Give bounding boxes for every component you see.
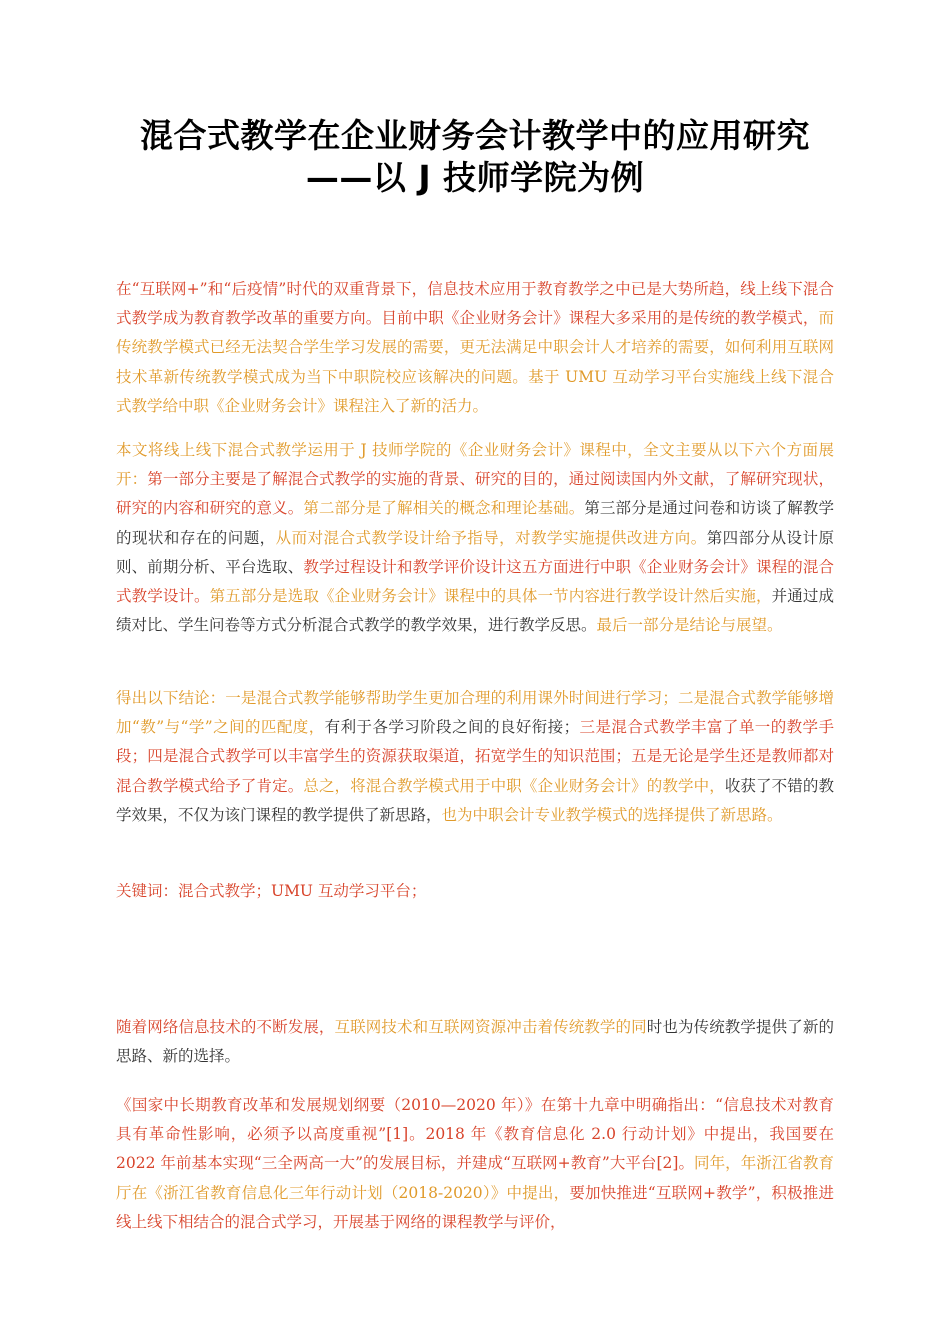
abstract-paragraph-background — [116, 275, 834, 421]
text-span: 有利于各学习阶段之间的良好衔接； — [324, 718, 580, 737]
text-span: 三是混合式教学丰富了单一的教学手段；四是混合式教学可以丰富学生的资源获取渠道，拓宽学生的知识范围；五是无论是学生还是教师都对混合教学模式给予了肯定。 — [116, 718, 834, 795]
text-span: 总之，将混合教学模式用于中职《企业财务会计》的教学中， — [303, 776, 725, 795]
text-span: 第四部分从设计原则、前期分析、平台选取、 — [116, 528, 834, 576]
abstract-paragraph-conclusions — [116, 684, 834, 830]
text-span: 收获了不错的教学效果，不仅为该门课程的教学提供了新思路， — [116, 776, 834, 824]
text-span: 《国家中长期教育改革和发展规划纲要（2010—2020 年）》 — [116, 1096, 541, 1114]
text-span: 关键词：混合式教学；UMU 互动学习平台； — [116, 882, 427, 900]
text-span: 第五部分是选取《企业财务会计》课程中的具体一节内容进行教学设计然后实施， — [209, 587, 772, 606]
text-span: 最后一部分是结论与展望。 — [596, 616, 783, 635]
text-span: 在第十九章中明确指出：“信息技术对教育具有革命性影响，必须予以高度重视”[1]。2018 年《教育信息化 2.0 行动计划》中提出，我国要在 2022 年前基本实现“三全两高一大”的发展目标，并建成“互联网+教育”大平台[2]。 — [116, 1096, 834, 1173]
text-span: 时也为传统教学提供了新的思路、新的选择。 — [116, 1018, 834, 1066]
text-span: 教学过程设计和教学评价设计这五方面进行中职《企业财务会计》课程的混合式教学设计。 — [116, 557, 834, 606]
document-subtitle: ——以 J 技师学院为例 — [305, 158, 645, 197]
body-paragraph-policy — [116, 1091, 834, 1237]
text-span: 也为中职会计专业教学模式的选择提供了新思路。 — [441, 805, 783, 824]
abstract-paragraph-structure — [116, 436, 834, 640]
text-span: 从而对混合式教学设计给予指导，对教学实施提供改进方向。 — [275, 528, 707, 547]
text-span: 同年，年浙江省教育厅在《浙江省教育信息化三年行动计划（2018-2020）》中提出， — [116, 1154, 834, 1202]
text-span: 并通过成绩对比、学生问卷等方式分析混合式教学的教学效果，进行教学反思。 — [116, 587, 834, 635]
text-span: 在“互联网+”和“后疫情”时代的双重背景下，信息技术应用于教育教学之中已是大势所趋，线上线下混合式教学成为教育教学改革的重要方向。目前中职《企业财务会计》课程大多采用的是传统的教学模式， — [116, 280, 834, 328]
text-span: 互联网技术和互联网资源冲击着传统教学的同 — [334, 1018, 647, 1036]
text-span: 本文将线上线下混合式教学运用于 J 技师学院的《企业财务会计》课程中，全文主要从以下六个方面展开： — [116, 441, 834, 489]
text-span: 要加快推进“互联网+教学”，积极推进线上线下相结合的混合式学习，开展基于网络的课程教学与评价， — [116, 1183, 834, 1231]
document-title: 混合式教学在企业财务会计教学中的应用研究 — [140, 116, 810, 155]
text-span: 而传统教学模式已经无法契合学生学习发展的需要，更无法满足中职会计人才培养的需要，如何利用互联网技术革新传统教学模式成为当下中职院校应该解决的问题。基于 UMU 互动学习平台实施线上线下混合式教学给中职《企业财务会计》课程注入了新的活力。 — [116, 309, 834, 415]
text-span: 随着网络信息技术的不断发展， — [116, 1018, 335, 1036]
text-span: 第一部分主要是了解混合式教学的实施的背景、研究的目的，通过阅读国内外文献，了解研究现状，研究的内容和研究的意义。 — [116, 470, 834, 518]
text-span: 得出以下结论：一是混合式教学能够帮助学生更加合理的利用课外时间进行学习；二是混合式教学能够增加“教”与“学”之间的匹配度， — [116, 689, 834, 737]
keywords-line — [116, 877, 834, 906]
text-span: 第二部分是了解相关的概念和理论基础。 — [303, 499, 585, 518]
body-paragraph-intro — [116, 1013, 834, 1071]
text-span: 第三部分是通过问卷和访谈了解教学的现状和存在的问题， — [116, 499, 834, 547]
